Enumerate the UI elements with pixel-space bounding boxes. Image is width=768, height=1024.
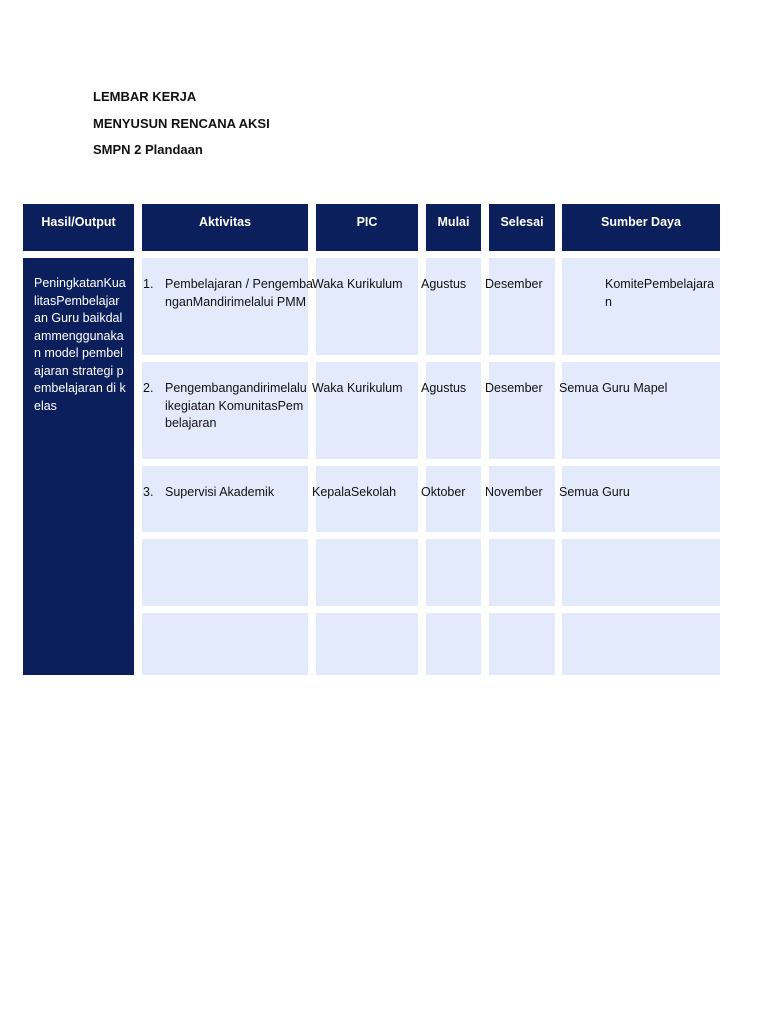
table-cell-empty [562, 539, 720, 606]
col-header-selesai: Selesai [489, 204, 555, 251]
table-cell [489, 258, 555, 355]
col-header-pic: PIC [316, 204, 418, 251]
col-header-hasil: Hasil/Output [23, 204, 134, 251]
hasil-output-cell: PeningkatanKualitasPembelajaran Guru baikdalammenggunakan model pembelajaran strategi pembelajaran di kelas [23, 258, 134, 675]
table-cell [426, 362, 481, 459]
selesai-text: Desember [485, 277, 543, 291]
selesai-text: November [485, 485, 543, 499]
table-cell-empty [426, 539, 481, 606]
table-cell-empty [426, 613, 481, 675]
row-number: 1. [143, 277, 154, 291]
row-number: 2. [143, 381, 154, 395]
aktivitas-text: Pembelajaran / PengembanganMandirimelalui PMM [165, 277, 314, 309]
pic-text: KepalaSekolah [312, 485, 397, 499]
sumber-daya-text: Semua Guru Mapel [559, 381, 668, 395]
selesai-text: Desember [485, 381, 543, 395]
aktivitas-text: Supervisi Akademik [165, 485, 275, 499]
table-cell-empty [316, 613, 418, 675]
table-cell-empty [316, 539, 418, 606]
school-name: SMPN 2 Plandaan [93, 142, 203, 157]
table-cell-empty [489, 539, 555, 606]
aktivitas-text: Pengembangandirimelaluikegiatan KomunitasPembelajaran [165, 381, 307, 430]
table-cell-empty [489, 613, 555, 675]
pic-text: Waka Kurikulum [312, 277, 403, 291]
table-cell [426, 258, 481, 355]
sumber-daya-text: KomitePembelajaran [605, 277, 715, 309]
mulai-text: Agustus [421, 277, 467, 291]
table-cell-empty [562, 613, 720, 675]
table-cell [316, 362, 418, 459]
doc-title: LEMBAR KERJA [93, 89, 197, 104]
pic-text: Waka Kurikulum [312, 381, 403, 395]
sumber-daya-text: Semua Guru [559, 485, 630, 499]
mulai-text: Oktober [421, 485, 466, 499]
col-header-aktivitas: Aktivitas [142, 204, 308, 251]
table-cell-empty [142, 539, 308, 606]
table-cell [316, 258, 418, 355]
col-header-sumber-daya: Sumber Daya [562, 204, 720, 251]
table-cell-empty [142, 613, 308, 675]
row-number: 3. [143, 485, 154, 499]
doc-subtitle: MENYUSUN RENCANA AKSI [93, 116, 270, 131]
col-header-mulai: Mulai [426, 204, 481, 251]
table-cell [562, 362, 720, 459]
table-cell [489, 362, 555, 459]
mulai-text: Agustus [421, 381, 467, 395]
